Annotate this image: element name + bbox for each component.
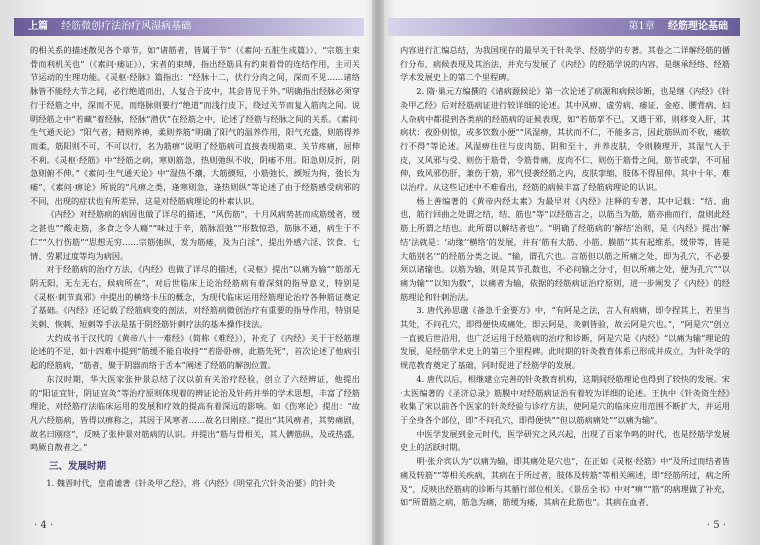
paragraph: 《内经》对经筋病的病因也做了详尽的描述，“风伤筋”，十月风病势甚而成筋缓者，缓之甚也”“酸走筋，多食之令人癃”“味过于辛，筋脉沮弛”“形数惊恐，筋脉不通，病生于不仁”“久行伤筋”“思想无穷……宗筋弛纵，发为筋痿，及为白淫”，提出外感六淫、饮食、七情、劳累过度等均为病因。 [30, 209, 360, 261]
left-page-body [30, 44, 360, 491]
paragraph: 大约成书于汉代的《黄帝八十一难经》（简称《难经》），补充了《内经》关于于经筋理论述的不足，如十四难中提到“筋缓不能自收持”“若卧卧痹，此筋先死”，首次论述了他病引起的经筋病，“筋者，聚于阴器而络于舌本”阐述了经筋的解剖位置。 [30, 332, 360, 371]
right-page-header [388, 18, 740, 36]
paragraph: 东汉时期，华大医家张仲景总结了汉以前有关治疗经验，创立了六经辨证，他提出的“阳证宜针，阴证宜灸”等治疗原则体现着的辨证论治及针药并举的学术思想，丰富了经筋理论，对经筋疗法临床运用的发展和疗效的提高有着深远的影响。如《伤寒论》提出：“故凡六经筋病，皆得以痹称之，其因于风寒者……故名曰刚痉。”提出“其风痹者，其势痛剧，故名曰刚痉”，反映了张仲景对筋病的认识。并提出“筋与骨相关，其人髀筋纵，及或热盛，鸣厥自散者之。” [30, 373, 360, 453]
header-chapter-label: 第1章 [628, 21, 655, 32]
book-gutter [372, 0, 384, 545]
left-page-header [14, 18, 364, 36]
page-number: · 5 · [706, 520, 726, 531]
paragraph: 内容进行汇编总结，为我国现存的最早关于针灸学、经筋学的专著。其卷之二详解经筋的循行分布，病候表现及其治法，并充与发展了《内经》的经筋学说的内容，是继承经络、经筋学术发展史上的第二个里程碑。 [400, 45, 730, 83]
page-number: · 4 · [34, 520, 54, 531]
header-book-title: 经筋微创疗法治疗风湿病基础 [61, 21, 192, 32]
left-page [0, 0, 372, 545]
paragraph: 2. 隋·巢元方编撰的《诸病源候论》第一次论述了病源和病候诊断，也是继《内经》《针灸甲乙经》后对经筋病证进行较详细的论述。其中风痹、虚劳病、痿证、金疮、腰背病、妇人杂病中都提到各类病的经筋病的证候表现，如“若筋挛不已，又遇于邪，则移变入肝，其病状：夜卧则惊，或多饮数小便”“风湿痹，其状而不仁，不能多言，因此筋纵而不收，痿软行不得”等论述。风湿痹往往与皮肉筋、阴和至十，并养皮肤，令则腠理开，其湿气入于皮，又风邪与受、则伤于筋骨，令筋骨痛，皮肉不仁、则伤于筋骨之间，筋节或挛，不可屈伸，致风邪伤肝，兼伤于筋，邪气侵袭经筋之内，皮肤挛缩，肢体不得屈伸。其中十年，难以治疗。从这些记述中不难看出，经筋的病候丰富了经筋病理论的认识。 [400, 86, 730, 193]
paragraph: 3. 唐代孙思邈《备急千金要方》中，“有阿是之法，言人有病痛，即令捏其上，若里当其处，不问孔穴，即得便快成痛处，即云阿是，灸刺皆验，故云阿是穴也。”，“阿是穴”创立一直被后世沿用，也广泛运用于经筋病的治疗和诊断，阿是穴是《内经》“以痛为输”理论的发展，是经筋学术史上的第三个里程碑。此时期的针灸教育体系已形成并成立，为针灸学的规范教育奠定了基础，同时促进了经筋学的发展。 [400, 305, 730, 371]
paragraph: 对于经筋病的治疗方法，《内经》也做了详尽的描述，《灵枢》提出“以痛为输”“筋部无阴无阳，无左无右，候病所在”，对后世临床上论治经筋病有着深刻的指导意义，特别是《灵枢·刺节真邪》中提出的横络卡压的概念，为现代临床运用经筋理论治疗各种筋证奠定了基础。《内经》还记载了经筋病变的剖法，对经筋病微创治疗有重要的指导作用，特别是关刺、恢刺、短刺等手法是基于阴经筋针刺疗法的基本操作技法。 [30, 264, 360, 330]
header-chapter-title: 经筋理论基础 [668, 21, 728, 32]
paragraph: 1. 魏晋时代，皇甫谧著《针灸甲乙经》，将《内经》《明堂孔穴针灸治要》的针灸 [46, 477, 336, 488]
paragraph: 明·张介宾认为“以痛为输，即其痛处是穴也”，在正如《灵枢·经筋》中“及所过而结者皆痛及转筋”“等相关疾病，其病在于所过者，肢体及转筋”等相关阐述，即“经筋所过，病之所及”，反映出经筋病的诊断与其循行部位相关。《景岳全书》中对“痹”“筋”的病理做了补充，如“所谓筋之病，筋急为痛，筋缓为痿，其病在此筋也”。其病在血者、 [400, 456, 730, 508]
right-page-body [400, 44, 730, 510]
right-page [384, 0, 760, 545]
section-title: 三、发展时期 [49, 461, 107, 473]
paragraph: 的相关系的描述散见各个章节，如“诸筋者，皆属于节”（《素问·五脏生成篇》）、“宗筋主束骨而利机关也”（《素问·痿证》），宋者的束缚，指出经筋具有约束着骨的连结作用，主司关节运动的生理功能。《灵枢·经脉》篇指出：“经脉十二，伏行分肉之间，深而不见……诸络脉皆不能经大节之间，必行绝道而出，人复合于皮中，其会皆见于外。”明确指出经脉必须穿行于经筋之中，深而不见，而络脉则要行“绝道”而浅行皮下，绕过关节而复入筋肉之间。说明经筋之中“若藏”着经脉，经脉“潜伏”在经筋之中，论述了经筋与经脉之间的关系。《素问·生气通天论》“阳气者，精则养神，柔则养筋”明确了阳气的温养作用，阳气充盛，则筋得养而柔，筋阳则不可，不可以行，名为筋痹”说明了经筋病可直接表现筋束、关节疼痛，屈伸不利。《灵枢·经筋》中“经筋之病，寒则筋急，热则弛纵不收，阴痿不用。阳急则反折，阴急则俯不伸。”《素问·生气通天论》中“湿热不攘，大筋緛短，小筋弛长，緛短为拘，弛长为痿”，《素问·痹论》所说的“凡痹之类，逢寒则急，逢热则纵”等论述了由于经筋感受病邪的不同，出现的症状也有所差异，这是对经筋病理论的朴素认识。 [30, 45, 360, 206]
paragraph: 中医学发展到金元时代，医学研究之风兴起，出现了百家争鸣的时代，也是经筋学发展史上的活跃时期。 [400, 428, 730, 453]
header-part-label: 上篇 [28, 21, 48, 32]
paragraph: 杨上善编著的《黄帝内经太素》为最早对《内经》注释的专著，其中记载：“结、曲也，筋行回曲之处谓之结，结、筋也”等“以经筋言之，以筋当为筋，筋亦曲而行，盘则此经筋上所谓之结也。此所谓以解结者也”。“明确了经筋病的‘解结’治则，是《内经》提出‘解结’法就是：‘动缘’‘横络’的发展，并有‘筋有大筋、小筋、膜筋’‘其有起维系，缓带等，皆是大筋别名’”的经筋分类之说。“输，谓孔穴也。言筋但以筋之所痛之处，即为孔穴，不必要须以诸输也。以筋为输，则是其节孔数也，不必问输之分寸，但以所痛之处，便为孔穴”“以痛为输”“以知为数”，以痛者为输，依据的经筋病证治疗原则，进一步阐发了《内经》的经筋理论和针刺治法。 [400, 195, 730, 302]
paragraph: 4. 唐代以后，相继建立完善的针灸教育机构，这期间经筋理论也得到了较快的发展。宋·太医编著的《圣济总录》筋膜中对经筋病证治有着较为详细的论述。王执中《针灸资生经》收集了宋以前各个医家的针灸经验与诊疗方法，使阿是穴的临床应用范围不断扩大，并运用于全身各个部位，即“不问孔穴，即得便快”“但以筋病痛处”“以痛为输”。 [400, 373, 730, 425]
